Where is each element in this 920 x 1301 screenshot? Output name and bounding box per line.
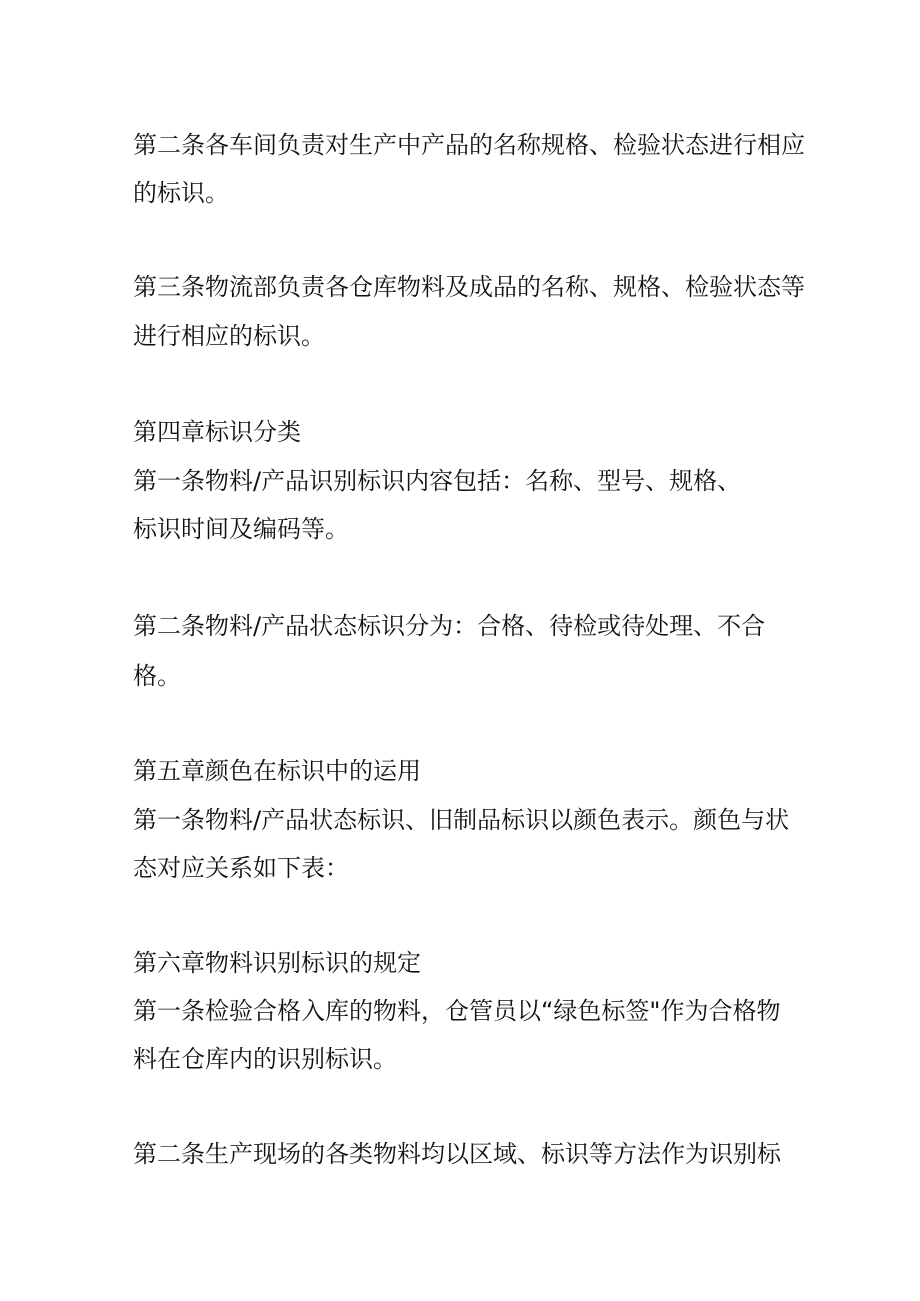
- text-line: 态对应关系如下表：: [133, 854, 349, 882]
- text-line: 进行相应的标识。: [133, 322, 325, 350]
- chapter-heading: 第五章颜色在标识中的运用: [133, 757, 421, 785]
- text-line: 第二条生产现场的各类物料均以区域、标识等方法作为识别标: [133, 1140, 781, 1168]
- text-line: 标识时间及编码等。: [133, 515, 349, 543]
- chapter-heading: 第六章物料识别标识的规定: [133, 949, 421, 977]
- text-line: 格。: [133, 662, 181, 690]
- text-line: 的标识。: [133, 179, 229, 207]
- text-line: 第二条各车间负责对生产中产品的名称规格、检验状态进行相应: [133, 131, 805, 159]
- text-line: 第一条物料/产品状态标识、旧制品标识以颜色表示。颜色与状: [133, 806, 790, 834]
- text-line: 第一条检验合格入库的物料，仓管员以“绿色标签"作为合格物: [133, 997, 781, 1025]
- text-line: 料在仓库内的识别标识。: [133, 1045, 397, 1073]
- text-line: 第二条物料/产品状态标识分为：合格、待检或待处理、不合: [133, 612, 766, 640]
- text-line: 第三条物流部负责各仓库物料及成品的名称、规格、检验状态等: [133, 273, 805, 301]
- text-line: 第一条物料/产品识别标识内容包括：名称、型号、规格、: [133, 467, 742, 495]
- chapter-heading: 第四章标识分类: [133, 418, 301, 446]
